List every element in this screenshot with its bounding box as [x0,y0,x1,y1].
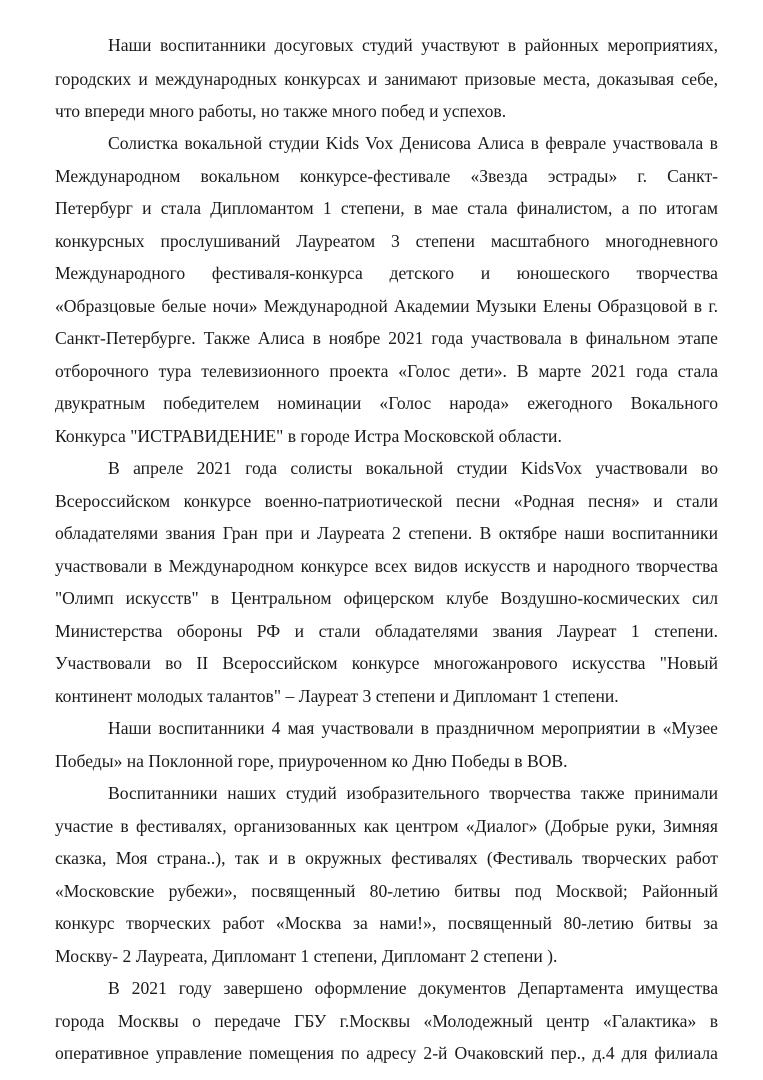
text-line: участие в фестивалях, организованных как центром «Диалог» (Добрые руки, Зимняя [55,816,718,836]
text-line: Петербург и стала Дипломантом 1 степени, в мае стала финалистом, а по итогам [55,198,718,218]
text-line: Всероссийском конкурсе военно-патриотической песни «Родная песня» и стали [55,491,718,511]
text-line: Победы» на Поклонной горе, приуроченном ко Дню Победы в ВОВ. [55,751,568,771]
text-line: Международном вокальном конкурсе-фестивале «Звезда эстрады» г. Санкт- [55,166,718,186]
text-line: Наши воспитанники досуговых студий участвуют в районных мероприятиях, [108,35,718,55]
text-line: континент молодых талантов" – Лауреат 3 степени и Дипломант 1 степени. [55,686,619,706]
text-line: Международного фестиваля-конкурса детского и юношеского творчества [55,263,718,283]
text-line: В 2021 году завершено оформление документов Департамента имущества [108,978,718,998]
text-line: города Москвы о передаче ГБУ г.Москвы «Молодежный центр «Галактика» в [55,1011,718,1031]
text-line: конкурс творческих работ «Москва за нами!», посвященный 80-летию битвы за [55,913,718,933]
text-line: двукратным победителем номинации «Голос народа» ежегодного Вокального [55,393,718,413]
text-line: Солистка вокальной студии Kids Vox Денисова Алиса в феврале участвовала в [108,133,718,153]
text-line: Санкт-Петербурге. Также Алиса в ноябре 2021 года участвовала в финальном этапе [55,328,718,348]
text-line: городских и международных конкурсах и занимают призовые места, доказывая себе, [55,69,718,89]
text-line: «Образцовые белые ночи» Международной Академии Музыки Елены Образцовой в г. [55,296,718,316]
text-line: Министерства обороны РФ и стали обладателями звания Лауреат 1 степени. [55,621,718,641]
text-line: сказка, Моя страна..), так и в окружных фестивалях (Фестиваль творческих работ [55,848,718,868]
text-line: что впереди много работы, но также много побед и успехов. [55,101,507,121]
text-line: Москву- 2 Лауреата, Дипломант 1 степени, Дипломант 2 степени ). [55,946,558,966]
text-line: В апреле 2021 года солисты вокальной студии KidsVox участвовали во [108,458,718,478]
text-line: Наши воспитанники 4 мая участвовали в праздничном мероприятии в «Музее [108,718,718,738]
text-line: участвовали в Международном конкурсе всех видов искусств и народного творчества [55,556,718,576]
text-line: "Олимп искусств" в Центральном офицерском клубе Воздушно-космических сил [55,588,718,608]
text-line: оперативное управление помещения по адресу 2-й Очаковский пер., д.4 для филиала [55,1043,718,1063]
text-line: отборочного тура телевизионного проекта «Голос дети». В марте 2021 года стала [55,361,718,381]
text-line: Участвовали во II Всероссийском конкурсе многожанрового искусства "Новый [55,653,718,673]
text-line: «Московские рубежи», посвященный 80-летию битвы под Москвой; Районный [55,881,718,901]
text-line: обладателями звания Гран при и Лауреата 2 степени. В октябре наши воспитанники [55,523,718,543]
text-line: Конкурса "ИСТРАВИДЕНИЕ" в городе Истра Московской области. [55,426,562,446]
text-line: конкурсных прослушиваний Лауреатом 3 степени масштабного многодневного [55,231,718,251]
text-line: Воспитанники наших студий изобразительного творчества также принимали [108,783,718,803]
